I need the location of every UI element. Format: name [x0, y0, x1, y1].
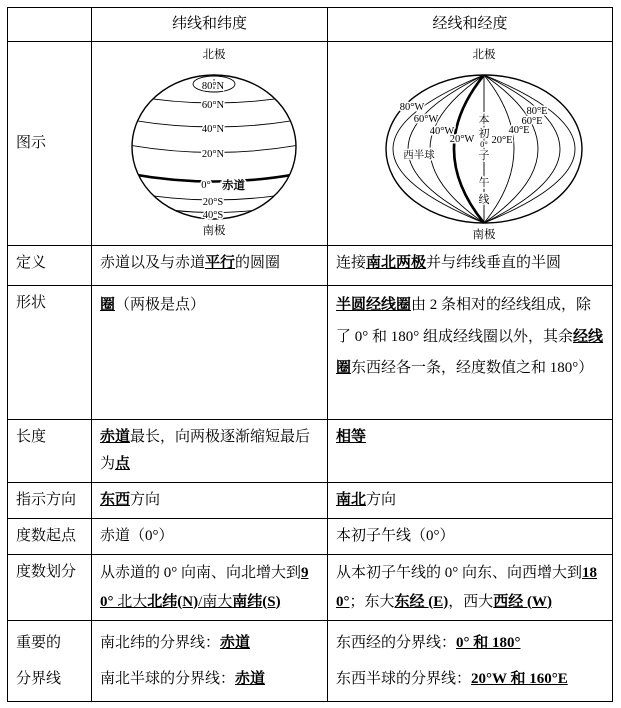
length-row: [8, 420, 613, 483]
row-label-degree-division: 度数划分: [8, 555, 92, 621]
cell-length-longitude: [328, 420, 613, 483]
text-segment: 赤道以及与赤道: [100, 255, 206, 271]
longitude-boundary-line2: [336, 661, 604, 697]
text-segment: 南纬(S): [232, 593, 281, 610]
lon-label-40e: 40°E: [508, 124, 530, 136]
lat-label-20n: 20°N: [201, 148, 225, 160]
text-segment: 赤道: [100, 429, 131, 445]
cell-degree-origin-longitude: [328, 519, 613, 555]
prime-meridian-char-4: 子: [478, 149, 490, 162]
definition-row: [8, 246, 613, 286]
lat-label-0: 0°: [201, 179, 211, 191]
shape-row: [8, 286, 613, 420]
text-segment: 北纬(N): [147, 593, 199, 610]
lat-label-60n: 60°N: [201, 99, 225, 111]
lon-label-20e: 20°E: [491, 134, 513, 146]
lat-label-40s: 40°S: [202, 209, 224, 221]
lon-label-80e: 80°E: [526, 105, 548, 117]
longitude-globe-diagram: [372, 44, 607, 244]
cell-definition-latitude: [92, 246, 328, 286]
text-segment: 方向: [130, 492, 161, 508]
lat-south-pole-label: 南极: [202, 224, 226, 237]
equator-label: 赤道: [222, 179, 245, 192]
lat-label-20s: 20°S: [202, 196, 224, 208]
degree-division-row: [8, 555, 613, 621]
text-segment: 点: [115, 456, 131, 472]
text-segment: 西经 (W): [493, 593, 553, 610]
latitude-globe-diagram: [106, 44, 331, 244]
prime-meridian-char-5: 午: [478, 176, 490, 189]
text-segment: 东西经的分界线：: [336, 635, 457, 651]
text-segment: 赤道（0°）: [100, 528, 174, 544]
row-label-direction: 指示方向: [8, 483, 92, 519]
text-segment: 东西: [100, 492, 131, 508]
text-segment: 并与纬线垂直的半圆: [426, 255, 562, 271]
lon-label-80w: 80°W: [399, 101, 425, 113]
latitude-boundary-line2: [100, 661, 319, 697]
text-segment: 20°W 和 160°E: [471, 671, 568, 687]
west-hemisphere-label: 西半球: [403, 149, 435, 161]
text-segment: 平行: [205, 255, 236, 271]
text-segment: ，西大: [448, 593, 494, 610]
cell-degree-origin-latitude: [92, 519, 328, 555]
cell-shape-longitude: [328, 286, 613, 420]
text-segment: 的圆圈: [235, 255, 281, 271]
text-segment: 圈: [100, 297, 116, 313]
text-segment: 南北两极: [366, 255, 427, 271]
equator-line: [116, 171, 312, 182]
latitude-boundary-line1: [100, 625, 319, 661]
text-segment: 南北: [336, 492, 367, 508]
row-label-length: 长度: [8, 420, 92, 483]
header-empty-cell: [8, 8, 92, 42]
row-label-boundary: [8, 621, 92, 702]
text-segment: 东西经各一条，经度数值之和 180°）: [351, 360, 594, 376]
text-segment: 赤道: [235, 671, 266, 687]
text-segment: 90°: [100, 565, 309, 610]
header-row: [8, 8, 613, 42]
row-label-illustration: 图示: [8, 42, 92, 246]
text-segment: 相等: [336, 429, 367, 445]
row-label-boundary-line1: 重要的: [16, 635, 62, 651]
text-segment: 东经 (E): [394, 593, 449, 610]
text-segment: 最长，向两极逐渐缩短最后为: [100, 429, 311, 472]
text-segment: 从本初子午线的 0° 向东、向西增大到: [336, 565, 583, 581]
row-label-shape: 形状: [8, 286, 92, 420]
prime-meridian-char-3: 0°: [480, 138, 488, 149]
row-label-degree-origin: 度数起点: [8, 519, 92, 555]
text-segment: 半圆经线圈: [336, 297, 412, 313]
cell-length-latitude: [92, 420, 328, 483]
text-segment: 连接: [336, 255, 367, 271]
cell-direction-latitude: [92, 483, 328, 519]
cell-degree-division-longitude: [328, 555, 613, 621]
text-segment: 赤道: [220, 635, 251, 651]
prime-meridian-char-1: 本: [478, 113, 490, 126]
text-segment: /南大: [198, 593, 233, 610]
prime-meridian-char-2: 初: [478, 127, 490, 140]
cell-illustration-latitude: [92, 42, 328, 246]
text-segment: 0° 和 180°: [456, 635, 521, 651]
text-segment: 东西半球的分界线：: [336, 671, 472, 687]
lon-north-pole-label: 北极: [472, 48, 496, 61]
text-segment: 北大: [113, 593, 148, 610]
text-segment: 180°: [336, 565, 598, 610]
prime-meridian-char-6: 线: [478, 193, 490, 206]
text-segment: ；东大: [349, 593, 395, 610]
cell-shape-latitude: [92, 286, 328, 420]
lon-label-60e: 60°E: [521, 115, 543, 127]
lon-label-60w: 60°W: [413, 113, 439, 125]
lat-north-pole-label: 北极: [202, 48, 226, 61]
cell-degree-division-latitude: [92, 555, 328, 621]
header-latitude: 纬线和纬度: [92, 8, 328, 42]
lat-label-40n: 40°N: [201, 123, 225, 135]
degree-origin-row: [8, 519, 613, 555]
cell-boundary-longitude: [328, 621, 613, 702]
direction-row: [8, 483, 613, 519]
cell-direction-longitude: [328, 483, 613, 519]
row-label-definition: 定义: [8, 246, 92, 286]
text-segment: 经线圈: [336, 328, 604, 376]
cell-definition-longitude: [328, 246, 613, 286]
lat-long-comparison-table: [7, 7, 613, 702]
row-label-boundary-line2: 分界线: [16, 671, 62, 687]
header-longitude: 经线和经度: [328, 8, 613, 42]
lon-south-pole-label: 南极: [472, 228, 496, 241]
longitude-boundary-line1: [336, 625, 604, 661]
text-segment: 南北半球的分界线：: [100, 671, 236, 687]
boundary-row: [8, 621, 613, 702]
text-segment: （两极是点）: [115, 297, 206, 313]
illustration-row: [8, 42, 613, 246]
cell-boundary-latitude: [92, 621, 328, 702]
lon-label-20w: 20°W: [449, 133, 475, 145]
text-segment: 从赤道的 0° 向南、向北增大到: [100, 565, 301, 581]
lat-label-80n: 80°N: [201, 80, 225, 92]
text-segment: 由 2 条相对的经线组成，除了 0° 和 180° 组成经线圈以外，其余: [336, 297, 592, 345]
lon-label-40w: 40°W: [429, 125, 455, 137]
text-segment: 本初子午线（0°）: [336, 528, 455, 544]
cell-illustration-longitude: [328, 42, 613, 246]
text-segment: 南北纬的分界线：: [100, 635, 221, 651]
text-segment: 方向: [366, 492, 397, 508]
